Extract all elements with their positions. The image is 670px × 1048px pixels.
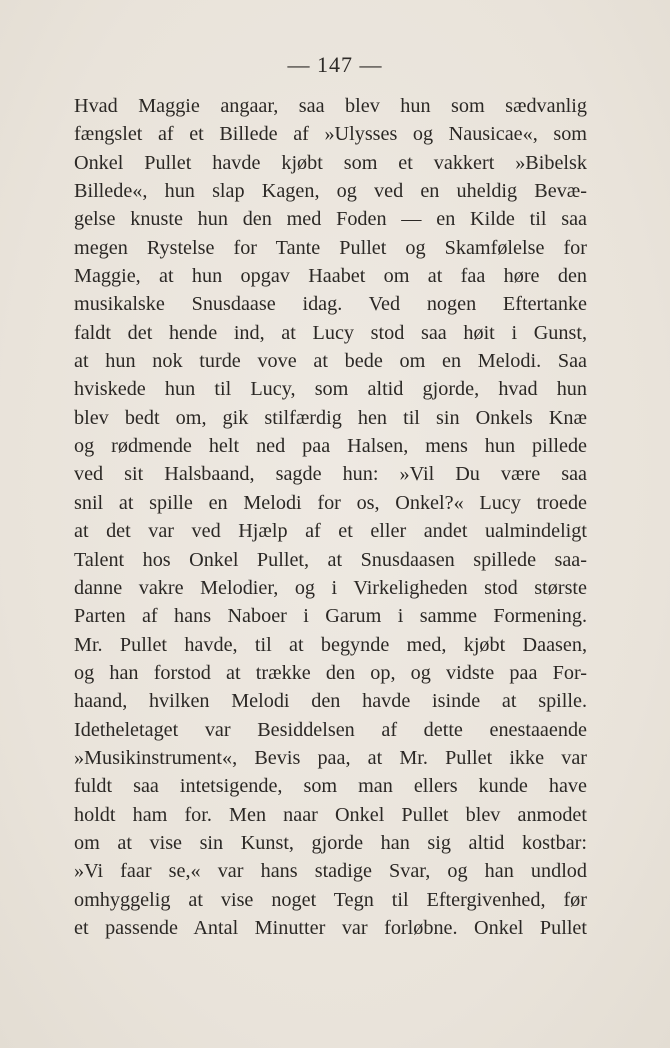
text-line: Idetheletaget var Besiddelsen af dette enestaaende xyxy=(74,718,587,741)
text-line: gelse knuste hun den med Foden — en Kilde til saa xyxy=(74,208,587,231)
text-line: og rødmende helt ned paa Halsen, mens hun pillede xyxy=(74,435,587,458)
text-line: Talent hos Onkel Pullet, at Snusdaasen spillede saa- xyxy=(74,548,587,571)
text-line: fængslet af et Billede af »Ulysses og Nausicae«, som xyxy=(74,123,587,146)
body-text xyxy=(74,92,587,942)
page-number: — 147 — xyxy=(287,52,383,77)
text-line: fuldt saa intetsigende, som man ellers kunde have xyxy=(74,775,587,798)
text-line: haand, hvilken Melodi den havde isinde at spille. xyxy=(74,690,587,713)
text-line: ved sit Halsbaand, sagde hun: »Vil Du være saa xyxy=(74,463,587,486)
text-line: et passende Antal Minutter var forløbne. Onkel Pullet xyxy=(74,916,587,939)
text-line: at det var ved Hjælp af et eller andet ualmindeligt xyxy=(74,520,587,543)
text-line: Parten af hans Naboer i Garum i samme Formening. xyxy=(74,605,587,628)
text-line: danne vakre Melodier, og i Virkeligheden stod største xyxy=(74,576,587,599)
text-line: faldt det hende ind, at Lucy stod saa høit i Gunst, xyxy=(74,321,587,344)
text-line: blev bedt om, gik stilfærdig hen til sin Onkels Knæ xyxy=(74,406,587,429)
text-line: holdt ham for. Men naar Onkel Pullet blev anmodet xyxy=(74,803,587,826)
text-line: musikalske Snusdaase idag. Ved nogen Eftertanke xyxy=(74,293,587,316)
text-line: megen Rystelse for Tante Pullet og Skamfølelse for xyxy=(74,236,587,259)
text-line: snil at spille en Melodi for os, Onkel?« Lucy troede xyxy=(74,491,587,514)
text-line: at hun nok turde vove at bede om en Melodi. Saa xyxy=(74,350,587,373)
text-line: hviskede hun til Lucy, som altid gjorde, hvad hun xyxy=(74,378,587,401)
text-line: og han forstod at trække den op, og vidste paa For- xyxy=(74,661,587,684)
text-line: omhyggelig at vise noget Tegn til Eftergivenhed, før xyxy=(74,888,587,911)
text-line: »Vi faar se,« var hans stadige Svar, og han undlod xyxy=(74,860,587,883)
text-line: Hvad Maggie angaar, saa blev hun som sædvanlig xyxy=(74,95,587,117)
text-line: Maggie, at hun opgav Haabet om at faa høre den xyxy=(74,265,587,288)
text-line: »Musikinstrument«, Bevis paa, at Mr. Pullet ikke var xyxy=(74,746,587,769)
text-line: Billede«, hun slap Kagen, og ved en uheldig Bevæ- xyxy=(74,180,587,203)
text-line: om at vise sin Kunst, gjorde han sig altid kostbar: xyxy=(74,831,587,854)
text-line: Mr. Pullet havde, til at begynde med, kjøbt Daasen, xyxy=(74,633,587,656)
text-line: Onkel Pullet havde kjøbt som et vakkert »Bibelsk xyxy=(74,151,587,174)
